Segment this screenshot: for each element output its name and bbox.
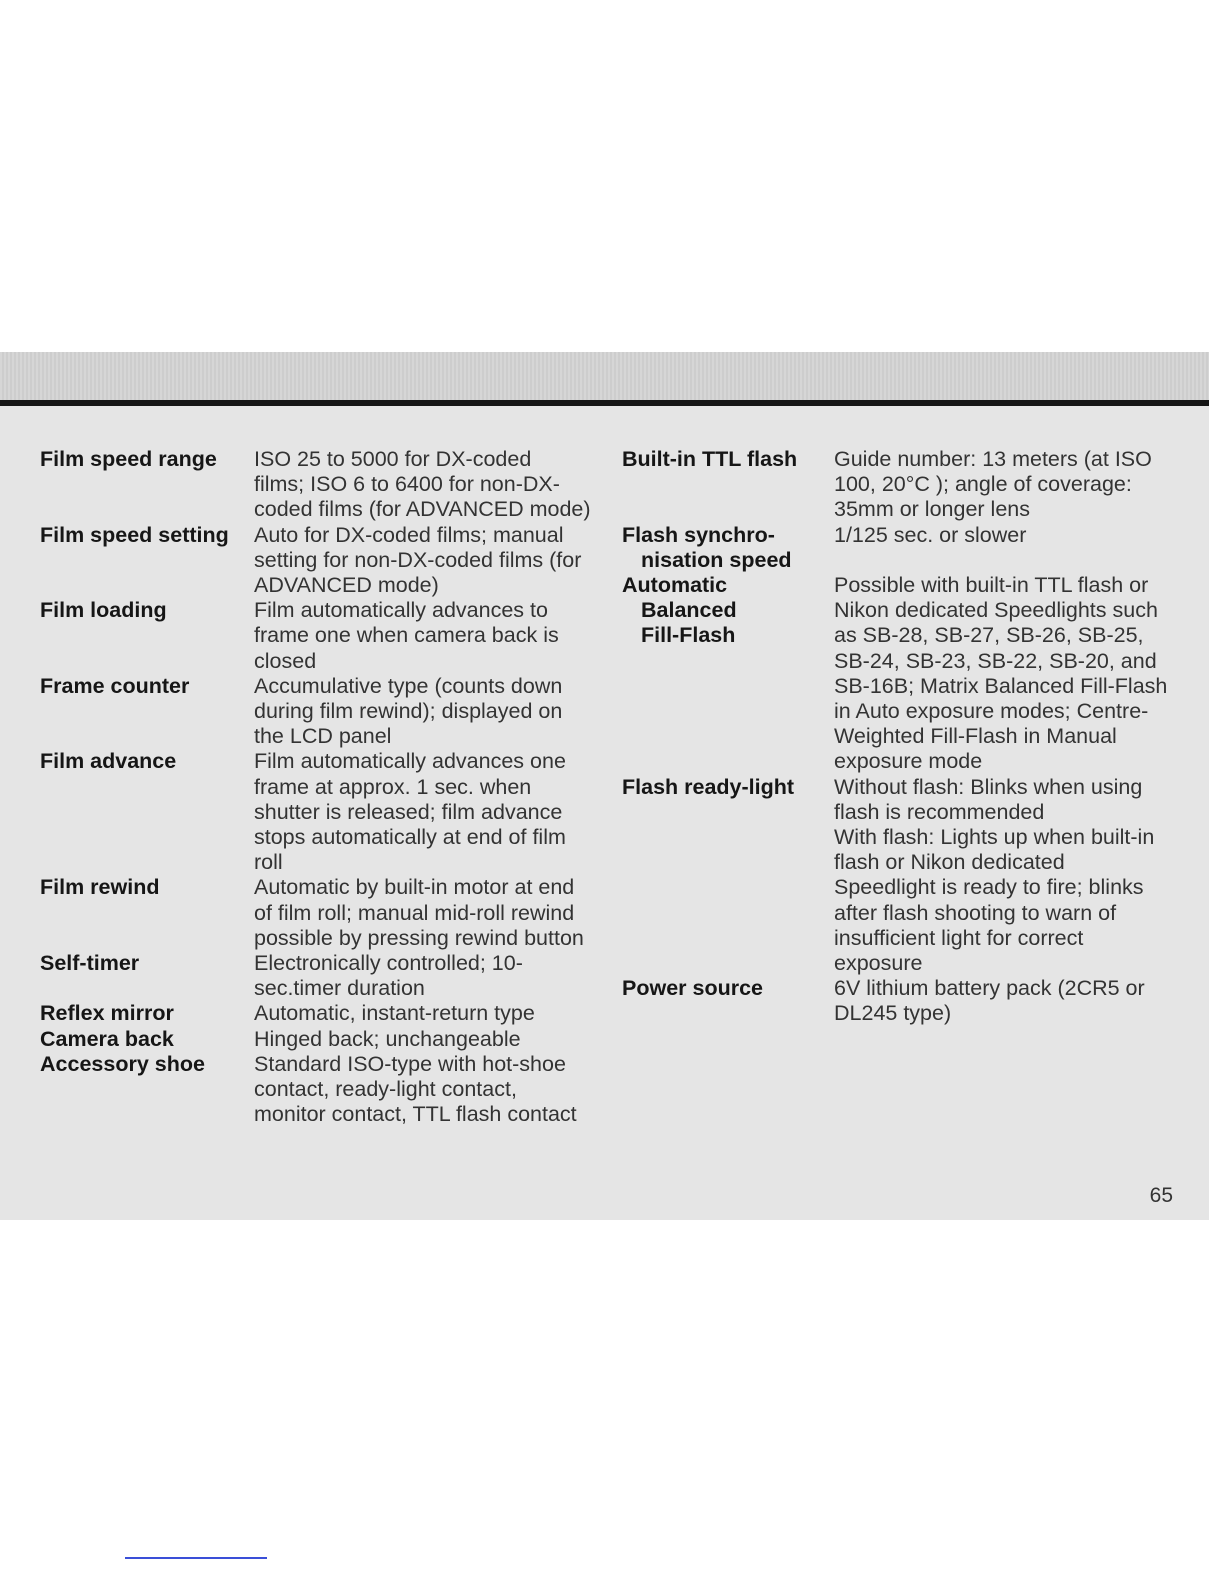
header-band [0,352,1209,400]
spec-label: Film advance [40,749,177,774]
spec-label: Frame counter [40,673,190,698]
spec-value: Without flash: Blinks when using flash is recommended With flash: Lights up when built-in flash or Nikon dedicated Speedlight is ready to fire; blinks after flash shooting to warn of insufficient light for correct exposure [834,774,1155,976]
spec-label: Film speed setting [40,522,229,547]
spec-label: Self-timer [40,951,140,976]
spec-value: Accumulative type (counts down during film rewind); displayed on the LCD panel [254,673,563,749]
spec-column-left [40,447,600,1127]
spec-row-accessory-shoe [40,1052,600,1128]
footer-link-underline[interactable] [125,1557,267,1559]
spec-value: 6V lithium battery pack (2CR5 or DL245 type) [834,976,1145,1026]
spec-value: 1/125 sec. or slower [834,522,1027,547]
spec-row-self-timer [40,951,600,1001]
spec-label: Built-in TTL flash [622,447,798,471]
spec-label: Automatic Balanced Fill-Flash [622,573,737,648]
spec-value: Film automatically advances to frame one when camera back is closed [254,598,559,673]
spec-row-film-rewind [40,875,600,951]
spec-label: Flash ready-light [622,774,795,799]
spec-row-power-source [622,976,1182,1026]
spec-row-built-in-ttl-flash [622,447,1182,523]
spec-row-film-speed-range [40,447,600,523]
spec-value: Automatic by built-in motor at end of film roll; manual mid-roll rewind possible by pressing rewind button [254,875,584,950]
spec-label: Reflex mirror [40,1001,174,1026]
spec-value: Possible with built-in TTL flash or Nikon dedicated Speedlights such as SB-28, SB-27, SB-26, SB-25, SB-24, SB-23, SB-22, SB-20, and SB-16B; Matrix Balanced Fill-Flash in Auto exposure modes; Centre- Weighted Fill-Flash in Manual exposure mode [834,573,1168,774]
spec-row-film-advance [40,749,600,875]
spec-label: Power source [622,976,763,1001]
spec-value: Hinged back; unchangeable [254,1026,521,1051]
spec-value: Automatic, instant-return type [254,1001,535,1026]
spec-label: Accessory shoe [40,1051,205,1076]
spec-value: Standard ISO-type with hot-shoe contact, ready-light contact, monitor contact, TTL flash contact [254,1051,577,1127]
page-number: 65 [1149,1184,1173,1207]
manual-page [0,352,1209,1220]
spec-row-flash-sync-speed [622,523,1182,573]
spec-label: Film speed range [40,447,217,471]
spec-label: Film loading [40,598,167,623]
spec-row-film-loading [40,598,600,674]
spec-label: Flash synchro- nisation speed [622,522,792,572]
spec-value: Electronically controlled; 10- sec.timer duration [254,951,523,1001]
spec-row-reflex-mirror [40,1001,600,1026]
spec-row-automatic-balanced-fill-flash [622,573,1182,775]
spec-row-flash-ready-light [622,775,1182,977]
spec-value: Guide number: 13 meters (at ISO 100, 20°C ); angle of coverage: 35mm or longer lens [834,447,1152,522]
spec-value: ISO 25 to 5000 for DX-coded films; ISO 6 to 6400 for non-DX- coded films (for ADVANCED mode) [254,447,591,522]
spec-value: Auto for DX-coded films; manual setting for non-DX-coded films (for ADVANCED mode) [254,522,582,598]
spec-row-camera-back [40,1027,600,1052]
spec-label: Camera back [40,1026,174,1051]
spec-value: Film automatically advances one frame at approx. 1 sec. when shutter is released; film advance stops automatically at end of film roll [254,749,566,875]
spec-row-film-speed-setting [40,523,600,599]
spec-column-right [622,447,1182,1027]
spec-label: Film rewind [40,875,160,900]
spec-row-frame-counter [40,674,600,750]
header-rule [0,400,1209,406]
